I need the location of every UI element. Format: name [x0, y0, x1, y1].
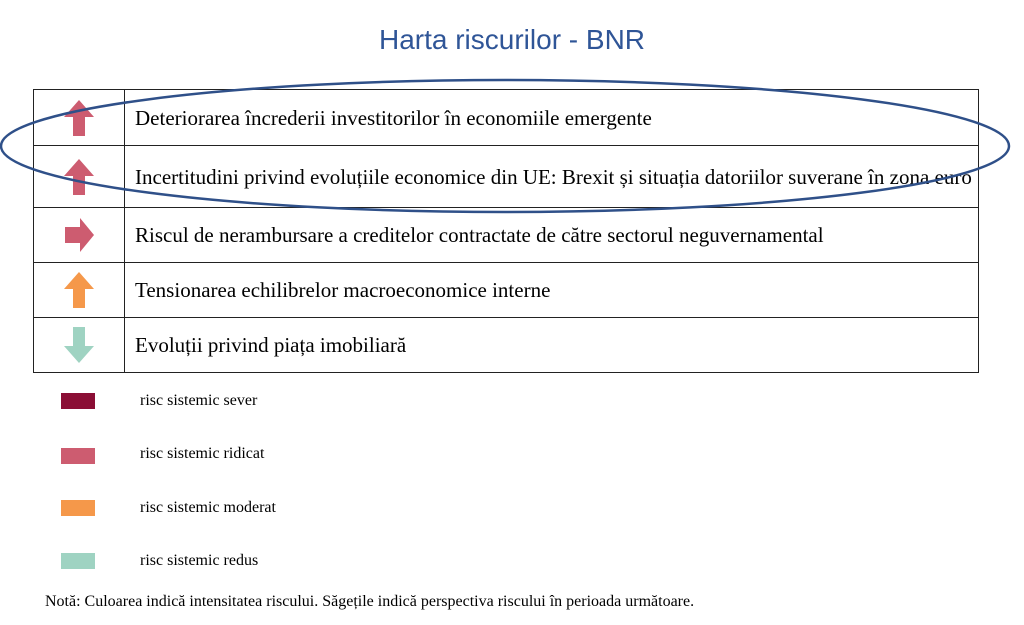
risk-text: Evoluții privind piața imobiliară	[125, 318, 979, 373]
legend-swatch-severe	[61, 393, 95, 409]
legend-swatch-high	[61, 448, 95, 464]
risk-icon-cell	[34, 90, 125, 146]
risk-icon-cell	[34, 208, 125, 263]
legend-swatch-low	[61, 553, 95, 569]
risk-row	[34, 208, 979, 263]
arrow-right-icon	[63, 215, 95, 255]
arrow-up-icon	[63, 98, 95, 138]
arrow-up-icon	[63, 157, 95, 197]
risk-text: Tensionarea echilibrelor macroeconomice interne	[125, 263, 979, 318]
risk-icon-cell	[34, 263, 125, 318]
page-title: Harta riscurilor - BNR	[378, 24, 646, 55]
arrow-up-icon	[63, 270, 95, 310]
legend-label-low: risc sistemic redus	[140, 552, 259, 569]
risk-icon-cell	[34, 318, 125, 373]
risk-text: Incertitudini privind evoluțiile economice din UE: Brexit și situația datoriilor suverane în zona euro	[125, 146, 979, 208]
legend-label-high: risc sistemic ridicat	[140, 445, 265, 462]
risk-text: Deteriorarea încrederii investitorilor în economiile emergente	[125, 90, 979, 146]
risk-icon-cell	[34, 146, 125, 208]
legend-swatch-moderate	[61, 500, 95, 516]
risk-row	[34, 318, 979, 373]
risk-row	[34, 263, 979, 318]
risk-text: Riscul de nerambursare a creditelor contractate de către sectorul neguvernamental	[125, 208, 979, 263]
legend-label-moderate: risc sistemic moderat	[140, 499, 276, 516]
arrow-down-icon	[63, 325, 95, 365]
risk-map-table	[33, 89, 979, 373]
footnote: Notă: Culoarea indică intensitatea riscului. Săgețile indică perspectiva riscului în perioada următoare.	[45, 593, 695, 610]
risk-row	[34, 146, 979, 208]
risk-row	[34, 90, 979, 146]
legend-label-severe: risc sistemic sever	[140, 392, 258, 409]
